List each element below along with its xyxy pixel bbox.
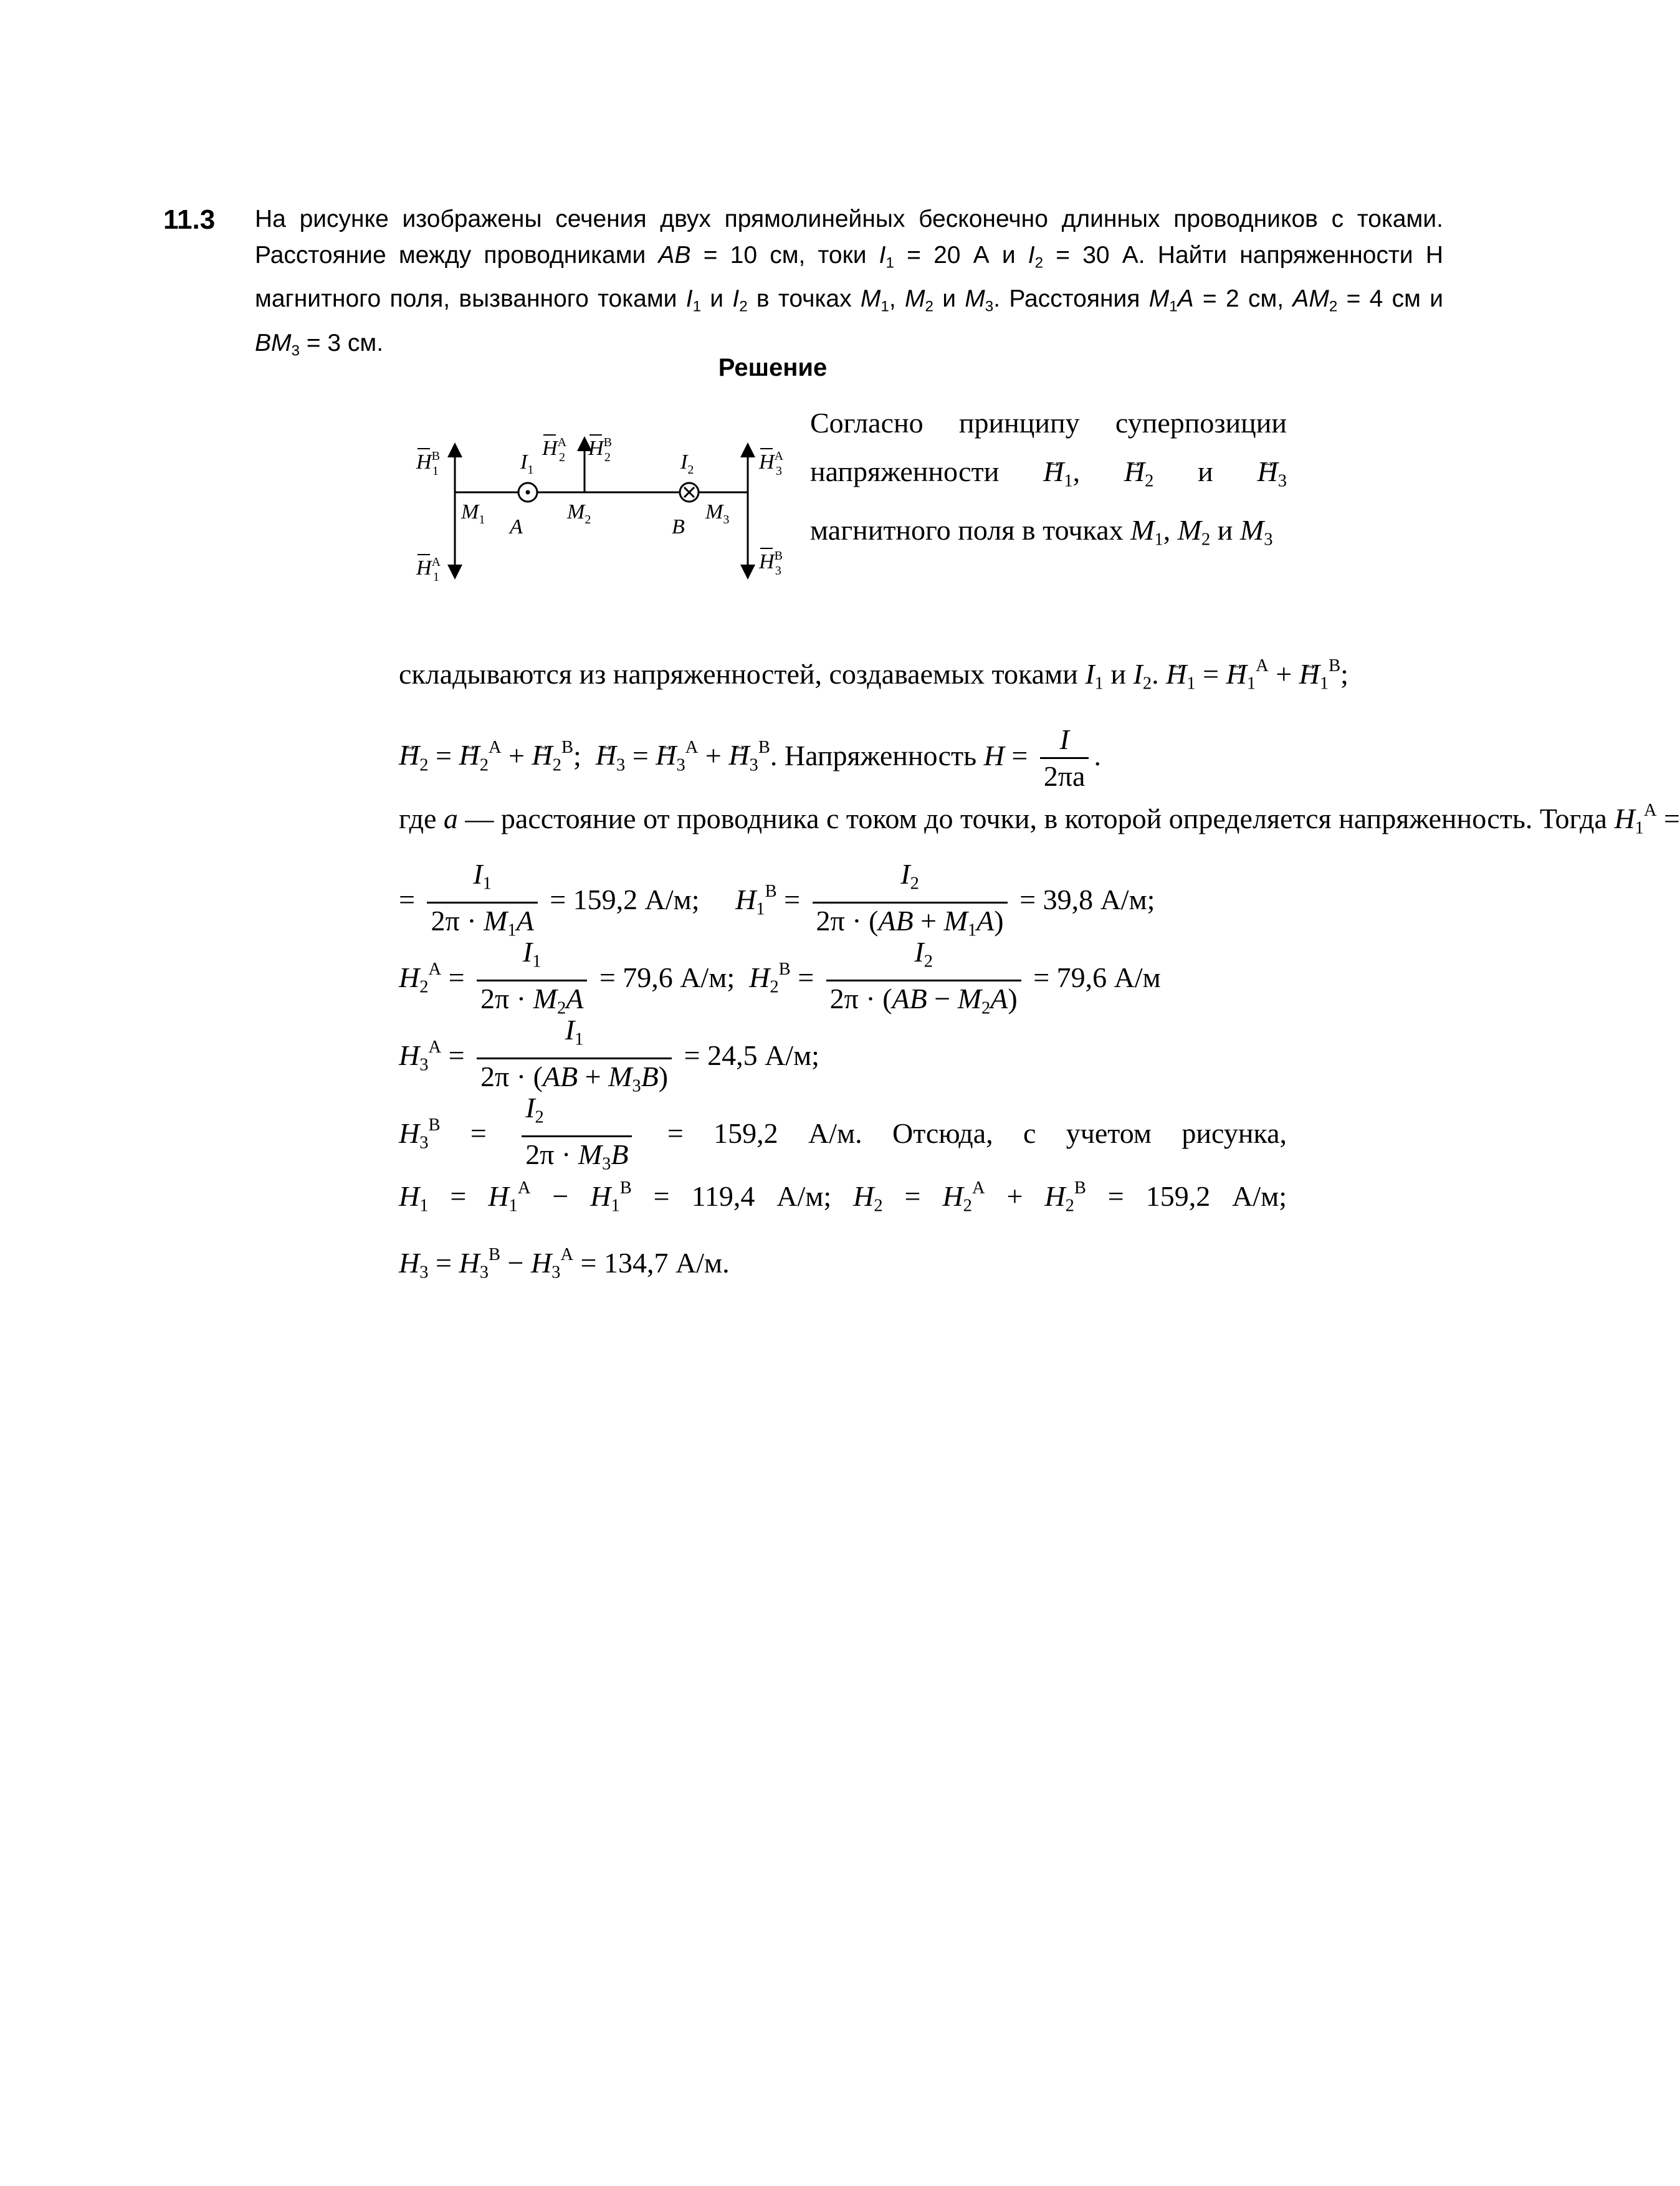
line-where: где a — расстояние от проводника с током до точки, в которой определяется напряженность. Тогда $H_1^A$ = bbox=[399, 800, 1680, 838]
label-h2b: $H^B$ 2 bbox=[588, 436, 612, 464]
line-h3b: $H_3^B$ = $\frac{I_2}{2\pi \cdot M_3B}$ = 159,2 А/м. Отсюда, с учетом рисунка, bbox=[399, 1092, 1287, 1174]
solution-heading: Решение bbox=[718, 354, 828, 381]
line-h2: $H_2^A$ = $\frac{I_1}{2\pi \cdot M_2A}$ = 79,6 А/м; $H_2^B$ = $\frac{I_2}{2\pi \cdot (AB - M_2A)}$ = 79,6 А/м bbox=[399, 936, 1161, 1018]
label-h1b: $H^B$ 1 bbox=[416, 449, 440, 478]
line-fold: складываются из напряженностей, создаваемых токами $I_1$ и $I_2$. → $H_1$ = → $H_1^A$ + → $H_1^B$; bbox=[399, 642, 1287, 709]
label-h1a: $H^A$ 1 bbox=[416, 555, 441, 584]
problem-statement: На рисунке изображены сечения двух прямолинейных бесконечно длинных проводников с токами. Расстояние между проводниками AB = 10 см, токи $I_1 = 20$ А и $I_2 = 30$ А. Найти напряженности Н магнитного поля, вызванного токами $I_1$ и $I_2$ в точках $M_1$, $M_2$ и $M_3$. Расстояния $M_1A = 2$ см, $AM_2 = 4$ см и $BM_3 = 3$ см. bbox=[255, 206, 1443, 359]
label-m1: $M_1$ bbox=[461, 500, 485, 527]
line-h1: = $\frac{I_1}{2\pi \cdot M_1A}$ = 159,2 А/м; $H_1^B$ = $\frac{I_2}{2\pi \cdot (AB + M_1A)}$ = 39,8 А/м; bbox=[399, 858, 1155, 940]
line-result-2: $H_3 = H_3^B - H_3^A = 134,7$ А/м. bbox=[399, 1244, 730, 1282]
line-h3a: $H_3^A$ = $\frac{I_1}{2\pi \cdot (AB + M_3B)}$ = 24,5 А/м; bbox=[399, 1014, 819, 1096]
conductor-a-dot bbox=[526, 490, 530, 495]
label-i1: $I_1$ bbox=[520, 451, 534, 477]
conductors-diagram bbox=[399, 411, 810, 598]
label-i2: $I_2$ bbox=[680, 451, 694, 477]
line-result-1: $H_1 = H_1^A - H_1^B = 119,4$ А/м; $H_2 = H_2^A + H_2^B = 159,2$ А/м; bbox=[399, 1178, 1287, 1216]
solution-intro: Согласно принципу суперпозиции напряженности → $H_1$, → $H_2$ $и \to H_3$ магнитного поля в точках $M_1$, $M_2$ и $M_3$ bbox=[810, 399, 1287, 564]
problem-number: 11.3 bbox=[163, 204, 216, 235]
label-h2a: $H^A$ 2 bbox=[542, 436, 567, 464]
label-m2: $M_2$ bbox=[567, 500, 591, 527]
label-h3b: $H^B$ 3 bbox=[759, 549, 783, 578]
label-m3: $M_3$ bbox=[705, 500, 730, 527]
solution-body bbox=[399, 642, 1680, 1297]
line-sums: → $H_2$ = → $H_2^A$ + → $H_2^B$; → $H_3$ = → $H_3^A$ + → $H_3^B$. Напряженность H = $\frac{I}{2\pi a}$ . bbox=[399, 709, 1287, 786]
label-b: B bbox=[672, 515, 685, 538]
label-h3a: $H^A$ 3 bbox=[759, 449, 784, 478]
label-a: A bbox=[510, 515, 523, 538]
